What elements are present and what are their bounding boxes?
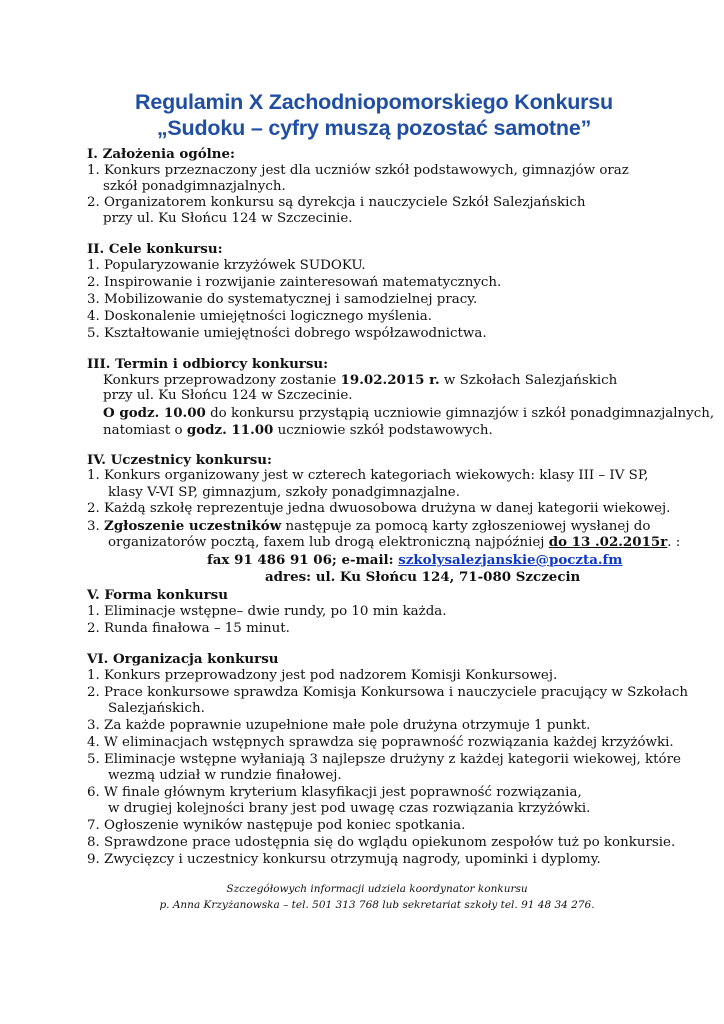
document-title-line2: „Sudoku – cyfry muszą pozostać samotne” bbox=[156, 116, 592, 140]
contact-address: adres: ul. Ku Słońcu 124, 71-080 Szczecin bbox=[265, 569, 581, 585]
section-6-item-7: 7. Ogłoszenie wyników następuje pod koniec spotkania. bbox=[87, 818, 466, 833]
footer-contact: p. Anna Krzyżanowska – tel. 501 313 768 lub sekretariat szkoły tel. 91 48 34 276. bbox=[159, 899, 595, 911]
email-link[interactable]: szkolysalezjanskie@poczta.fm bbox=[398, 552, 623, 568]
section-1-item-1-cont: szkół ponadgimnazjalnych. bbox=[103, 179, 286, 194]
section-2-item: 2. Inspirowanie i rozwijanie zainteresowań matematycznych. bbox=[87, 275, 502, 290]
section-1-item-2-cont: przy ul. Ku Słońcu 124 w Szczecinie. bbox=[103, 211, 353, 226]
section-3-para-2: przy ul. Ku Słońcu 124 w Szczecinie. bbox=[103, 388, 353, 403]
section-6-item-6-cont: w drugiej kolejności brany jest pod uwagę czas rozwiązania krzyżówki. bbox=[108, 801, 591, 816]
section-4-item-3: 3. Zgłoszenie uczestników następuje za pomocą karty zgłoszeniowej wysłanej do bbox=[87, 518, 651, 534]
section-4-heading: IV. Uczestnicy konkursu: bbox=[87, 452, 272, 468]
section-3-para-4: natomiast o godz. 11.00 uczniowie szkół podstawowych. bbox=[103, 422, 493, 438]
section-4-item-2: 2. Każdą szkołę reprezentuje jedna dwuosobowa drużyna w danej kategorii wiekowej. bbox=[87, 501, 671, 516]
section-6-item-5: 5. Eliminacje wstępne wyłaniają 3 najlepsze drużyny z każdej kategorii wiekowej, które bbox=[87, 752, 681, 767]
section-6-item-8: 8. Sprawdzone prace udostępnia się do wglądu opiekunom zespołów tuż po konkursie. bbox=[87, 835, 676, 850]
deadline-date: do 13 .02.2015r bbox=[548, 534, 668, 550]
section-6-item-6: 6. W finale głównym kryterium klasyfikacji jest poprawność rozwiązania, bbox=[87, 785, 582, 800]
section-2-item: 3. Mobilizowanie do systematycznej i samodzielnej pracy. bbox=[87, 292, 478, 307]
section-3-heading: III. Termin i odbiorcy konkursu: bbox=[87, 356, 329, 372]
section-6-item-5-cont: wezmą udział w rundzie finałowej. bbox=[108, 768, 342, 783]
contact-fax-email: fax 91 486 91 06; e-mail: szkolysalezjanskie@poczta.fm bbox=[207, 552, 623, 568]
section-5-item: 2. Runda finałowa – 15 minut. bbox=[87, 621, 290, 636]
section-6-item-2: 2. Prace konkursowe sprawdza Komisja Konkursowa i nauczyciele pracujący w Szkołach bbox=[87, 685, 689, 700]
section-2-item: 4. Doskonalenie umiejętności logicznego myślenia. bbox=[87, 309, 433, 324]
section-1-item-1: 1. Konkurs przeznaczony jest dla uczniów szkół podstawowych, gimnazjów oraz bbox=[87, 163, 629, 178]
section-6-heading: VI. Organizacja konkursu bbox=[87, 651, 279, 667]
section-6-item-9: 9. Zwycięzcy i uczestnicy konkursu otrzymują nagrody, upominki i dyplomy. bbox=[87, 852, 601, 867]
contest-date: 19.02.2015 r. bbox=[340, 372, 440, 388]
section-5-heading: V. Forma konkursu bbox=[87, 587, 228, 603]
section-5-item: 1. Eliminacje wstępne– dwie rundy, po 10 min każda. bbox=[87, 604, 447, 619]
section-2-heading: II. Cele konkursu: bbox=[87, 241, 223, 257]
section-4-item-3-cont: organizatorów pocztą, faxem lub drogą elektroniczną najpóźniej do 13 .02.2015r. : bbox=[108, 534, 681, 550]
document-title-line1: Regulamin X Zachodniopomorskiego Konkursu bbox=[135, 90, 613, 114]
section-4-item-1: 1. Konkurs organizowany jest w czterech kategoriach wiekowych: klasy III – IV SP, bbox=[87, 468, 649, 483]
footer-coordinator: Szczegółowych informacji udziela koordynator konkursu bbox=[226, 883, 528, 895]
section-6-item-1: 1. Konkurs przeprowadzony jest pod nadzorem Komisji Konkursowej. bbox=[87, 668, 558, 683]
section-3-para-1: Konkurs przeprowadzony zostanie 19.02.2015 r. w Szkołach Salezjańskich bbox=[103, 372, 618, 388]
section-6-item-3: 3. Za każde poprawnie uzupełnione małe pole drużyna otrzymuje 1 punkt. bbox=[87, 718, 591, 733]
section-6-item-2-cont: Salezjańskich. bbox=[108, 701, 205, 716]
section-2-item: 5. Kształtowanie umiejętności dobrego współzawodnictwa. bbox=[87, 326, 487, 341]
section-1-heading: I. Założenia ogólne: bbox=[87, 146, 235, 162]
section-4-item-1-cont: klasy V-VI SP, gimnazjum, szkoły ponadgimnazjalne. bbox=[108, 485, 460, 500]
section-6-item-4: 4. W eliminacjach wstępnych sprawdza się poprawność rozwiązania każdej krzyżówki. bbox=[87, 735, 674, 750]
section-2-item: 1. Popularyzowanie krzyżówek SUDOKU. bbox=[87, 258, 366, 273]
section-3-para-3: O godz. 10.00 do konkursu przystąpią uczniowie gimnazjów i szkół ponadgimnazjalnych, bbox=[103, 405, 715, 421]
section-1-item-2: 2. Organizatorem konkursu są dyrekcja i nauczyciele Szkół Salezjańskich bbox=[87, 195, 586, 210]
